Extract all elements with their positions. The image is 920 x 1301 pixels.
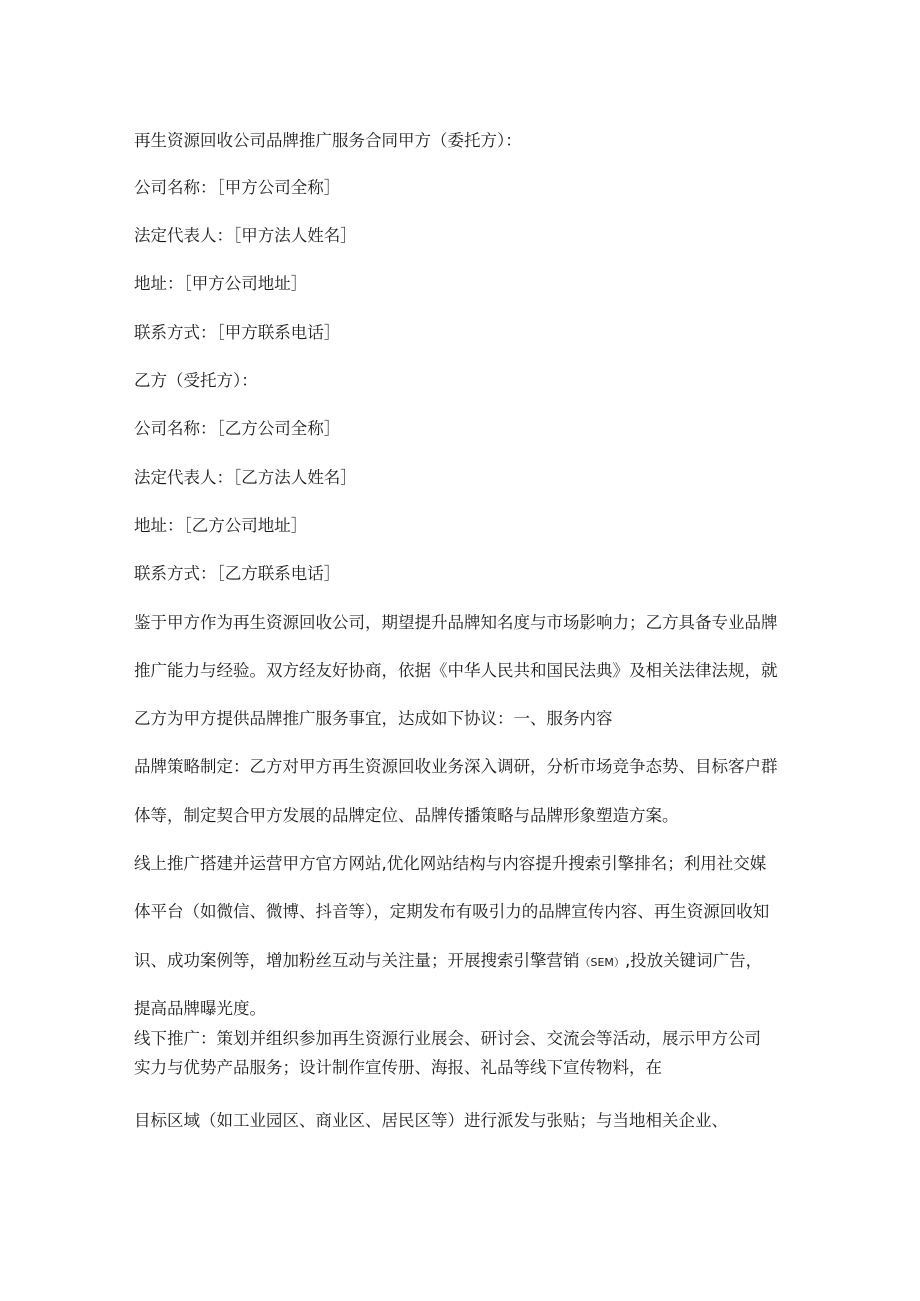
- online-line-3-end: ,投放关键词广告，: [624, 951, 763, 970]
- strategy-line-2: 体等，制定契合甲方发展的品牌定位、品牌传播策略与品牌形象塑造方案。: [134, 806, 679, 825]
- online-line-3-start: 识、成功案例等，增加粉丝互动与关注量；开展搜索引擎营销: [134, 951, 580, 970]
- party-b-heading: 乙方（受托方）：: [134, 371, 258, 390]
- contract-title-line: 再生资源回收公司品牌推广服务合同甲方（委托方）：: [134, 131, 522, 150]
- party-a-address: 地址：［甲方公司地址］: [134, 274, 308, 293]
- sem-abbreviation: （SEM）: [579, 956, 625, 969]
- party-b-company-name: 公司名称：［乙方公司全称］: [134, 419, 341, 438]
- party-b-contact: 联系方式：［乙方联系电话］: [134, 564, 341, 583]
- offline-line-3: 目标区域（如工业园区、商业区、居民区等）进行派发与张贴；与当地相关企业、: [134, 1111, 728, 1130]
- preamble-line-2: 推广能力与经验。双方经友好协商，依据《中华人民共和国民法典》及相关法律法规，就: [134, 661, 778, 680]
- preamble-line-1: 鉴于甲方作为再生资源回收公司，期望提升品牌知名度与市场影响力；乙方具备专业品牌: [134, 613, 778, 632]
- online-line-1: 线上推广搭建并运营甲方官方网站,优化网站结构与内容提升搜索引擎排名；利用社交媒: [134, 854, 767, 873]
- online-line-4: 提高品牌曝光度。: [134, 999, 266, 1018]
- online-line-2: 体平台（如微信、微博、抖音等），定期发布有吸引力的品牌宣传内容、再生资源回收知: [134, 902, 770, 921]
- offline-line-2: 实力与优势产品服务；设计制作宣传册、海报、礼品等线下宣传物料，在: [134, 1058, 662, 1077]
- party-b-address: 地址：［乙方公司地址］: [134, 516, 308, 535]
- offline-line-1: 线下推广：策划并组织参加再生资源行业展会、研讨会、交流会等活动，展示甲方公司: [134, 1029, 761, 1048]
- strategy-line-1: 品牌策略制定：乙方对甲方再生资源回收业务深入调研，分析市场竞争态势、目标客户群: [134, 757, 778, 776]
- party-b-legal-rep: 法定代表人：［乙方法人姓名］: [134, 468, 357, 487]
- preamble-line-3: 乙方为甲方提供品牌推广服务事宜，达成如下协议：一、服务内容: [134, 709, 613, 728]
- party-a-contact: 联系方式：［甲方联系电话］: [134, 323, 341, 342]
- online-line-3: [134, 950, 804, 974]
- party-a-company-name: 公司名称：［甲方公司全称］: [134, 178, 341, 197]
- party-a-legal-rep: 法定代表人：［甲方法人姓名］: [134, 226, 357, 245]
